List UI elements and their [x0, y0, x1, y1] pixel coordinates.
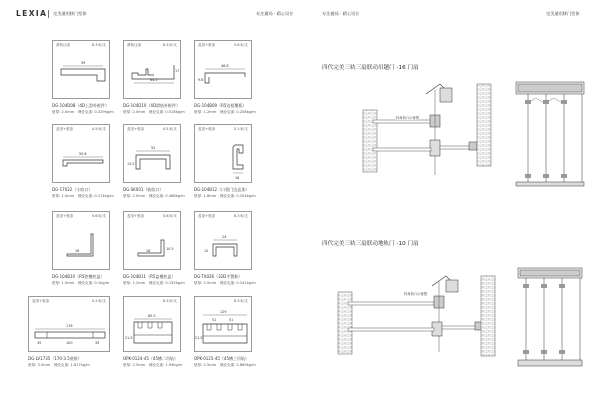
profile-drawing — [124, 41, 182, 100]
dim-label: 176 — [66, 324, 73, 328]
profile-name: DG-TX026（32D平置框） — [194, 274, 243, 279]
profile-name: DG-LV1735（170-3.5底框） — [28, 356, 82, 361]
profile-thickness: 壁厚: 1.2mm — [123, 281, 146, 285]
profile-specs — [52, 110, 114, 115]
profile-category: 盖顶+框条 — [198, 127, 216, 131]
dim-label: 35 — [37, 341, 42, 345]
profile-name: DG-104B09（R5边框覆板） — [194, 103, 247, 108]
profile-drawing — [53, 125, 111, 184]
profile-card-2 — [123, 40, 181, 99]
dim-label: 17 — [175, 69, 180, 73]
dim-label: 52 — [151, 146, 156, 150]
dim-label: 59 — [81, 61, 86, 65]
profile-specs — [123, 363, 183, 368]
dim-label: 35 — [95, 341, 100, 345]
profile-length: 4.5米/支 — [162, 127, 177, 131]
dim-label: 16 — [75, 249, 80, 253]
brick-wall — [338, 292, 352, 354]
profile-card-7 — [52, 211, 110, 270]
profile-weight: 理论克重: 1.93kg/m — [148, 363, 183, 367]
dim-label: 24 — [222, 235, 227, 239]
profile-card-12 — [194, 296, 252, 352]
diagram-label: 转角收口示意图 — [396, 116, 420, 120]
profile-card-9 — [194, 211, 252, 270]
profile-drawing — [53, 41, 111, 100]
profile-thickness: 壁厚: 2.0mm — [123, 110, 146, 114]
profile-category: 盖顶+框条 — [198, 214, 216, 218]
left-page-title: 完美通用移门型体 — [53, 11, 87, 16]
diagram-label: 转角收口示意图 — [404, 292, 428, 296]
profile-drawing — [195, 41, 253, 100]
profile-weight: 理论克重: 0.329kg/m — [77, 110, 114, 114]
profile-thickness: 壁厚: 1.2mm — [194, 110, 217, 114]
profile-thickness: 壁厚: 2.0mm — [194, 281, 217, 285]
profile-category: 滑轨压条 — [127, 43, 142, 47]
profile-drawing — [124, 297, 182, 353]
profile-name: DG-17022（小收口） — [52, 187, 93, 192]
profile-name: DG-104D10（4D滑轨外框件） — [123, 103, 181, 108]
profile-thickness: 壁厚: 1.8mm — [194, 194, 217, 198]
profile-category: 盖顶+框条 — [127, 214, 145, 218]
profile-name: DG-104B11（R5盖槽底盖） — [123, 274, 176, 279]
profile-length: 5.6米/支 — [233, 43, 248, 47]
profile-weight: 理论克重: 0.518kg/m — [148, 110, 185, 114]
profile-card-8 — [123, 211, 181, 270]
profile-length: 6.3米/支 — [233, 299, 248, 303]
profile-thickness: 壁厚: 2.0mm — [52, 110, 75, 114]
profile-specs — [52, 281, 109, 286]
dim-label: 10.5 — [166, 247, 174, 251]
profile-category: 盖顶+框条 — [32, 299, 50, 303]
profile-specs — [194, 281, 256, 286]
profile-drawing — [195, 212, 253, 271]
floor-track-door-diagram — [300, 262, 600, 374]
right-page-tagline: 专注做局 · 精心设计 — [322, 11, 360, 16]
profile-category: 滑轨压条 — [56, 43, 71, 47]
profile-category: 盖顶+框条 — [56, 214, 74, 218]
profile-length: 4.5米/支 — [91, 127, 106, 131]
profile-specs — [52, 194, 114, 199]
brick-wall — [363, 110, 377, 172]
brand-logo: LEXIA — [16, 9, 48, 18]
profile-weight: 理论克重: 0.208kg/m — [219, 110, 256, 114]
dim-label: 21.5 — [195, 336, 203, 340]
profile-name: DG-SK001（轨收口） — [123, 187, 164, 192]
right-page-title: 完美通用移门型体 — [546, 11, 580, 16]
profile-specs — [123, 194, 185, 199]
dim-label: 85.5 — [148, 314, 156, 318]
dim-label: 16 — [146, 249, 151, 253]
profile-drawing — [124, 212, 182, 271]
profile-thickness: 壁厚: 2.0mm — [123, 194, 146, 198]
profile-thickness: 壁厚: 1.0mm — [52, 194, 75, 198]
profile-drawing — [29, 297, 111, 353]
profile-specs — [194, 363, 256, 368]
right-page — [300, 0, 600, 407]
left-page-tagline: 专注做局 · 精心设计 — [256, 11, 294, 16]
dim-label: 100 — [66, 341, 73, 345]
profile-card-5 — [123, 124, 181, 183]
profile-name: OPK-0125-45（45槽三吊轨） — [194, 356, 250, 361]
dim-label: 64.2 — [150, 78, 158, 82]
dim-label: 46.8 — [221, 64, 229, 68]
dim-label: 51 — [212, 318, 217, 322]
profile-thickness: 壁厚: 2.5mm — [194, 363, 217, 367]
header-divider — [48, 10, 49, 18]
profile-drawing — [195, 125, 253, 184]
profile-length: 6.3米/支 — [162, 43, 177, 47]
profile-length: 6.3米/支 — [233, 214, 248, 218]
profile-category: 盖顶+框条 — [127, 127, 145, 131]
profile-drawing — [124, 125, 182, 184]
profile-length: 6.3米/支 — [162, 299, 177, 303]
profile-weight: 理论克重: 0.1kg/m — [77, 281, 110, 285]
profile-weight: 理论克重: 0.204kg/m — [219, 194, 256, 198]
profile-thickness: 壁厚: 2.5mm — [123, 363, 146, 367]
profile-category: 盖顶+框条 — [56, 127, 74, 131]
profile-category: 盖顶+框条 — [198, 43, 216, 47]
hanging-door-diagram — [300, 80, 600, 190]
dim-label: 21.5 — [125, 336, 133, 340]
profile-name: DG-104B10（R5控槽底盖） — [52, 274, 105, 279]
profile-length: 5.1米/支 — [233, 127, 248, 131]
profile-weight: 理论克重: 0.488kg/m — [148, 194, 185, 198]
profile-weight: 理论克重: 1.617kg/m — [53, 363, 90, 367]
profile-specs — [123, 281, 185, 286]
profile-length: 5.6米/支 — [91, 214, 106, 218]
profile-specs — [194, 110, 256, 115]
profile-card-4 — [52, 124, 110, 183]
profile-card-1 — [52, 40, 110, 99]
profile-weight: 理论克重: 0.241kg/m — [219, 281, 256, 285]
dim-label: 13.5 — [127, 162, 135, 166]
profile-length: 5.2米/支 — [91, 299, 106, 303]
profile-weight: 理论克重: 0.155kg/m — [148, 281, 185, 285]
profile-specs — [28, 363, 90, 368]
profile-drawing — [195, 297, 253, 353]
profile-weight: 理论克重: 0.174kg/m — [77, 194, 114, 198]
dim-label: 50.6 — [79, 152, 87, 156]
dim-label: 51 — [229, 318, 234, 322]
profile-thickness: 壁厚: 3.5mm — [28, 363, 51, 367]
profile-length: 5.6米/支 — [162, 214, 177, 218]
profile-weight: 理论克重: 2.889kg/m — [219, 363, 256, 367]
profile-name: DG-104D08（4D上滑外框件） — [52, 103, 110, 108]
profile-drawing — [53, 212, 111, 271]
profile-thickness: 壁厚: 1.5mm — [52, 281, 75, 285]
profile-specs — [123, 110, 185, 115]
profile-name: DG-104B12（口袋门边盒条） — [194, 187, 250, 192]
dim-label: 9.6 — [198, 78, 204, 82]
dim-label: 12 — [204, 249, 209, 253]
diagram-title: 四代完美三轨三扇联动地轨门 -10 门扇 — [322, 241, 419, 247]
profile-card-11 — [123, 296, 181, 352]
profile-card-6 — [194, 124, 252, 183]
profile-card-10 — [28, 296, 110, 352]
profile-card-3 — [194, 40, 252, 99]
diagram-title: 四代完美三轨三扇联动吊趟门 -16 门扇 — [322, 65, 419, 71]
dim-label: 129 — [220, 310, 227, 314]
profile-specs — [194, 194, 256, 199]
profile-length: 6.3米/支 — [91, 43, 106, 47]
dim-label: 18 — [235, 176, 240, 180]
profile-name: OPK-0124-45（45槽二吊轨） — [123, 356, 179, 361]
